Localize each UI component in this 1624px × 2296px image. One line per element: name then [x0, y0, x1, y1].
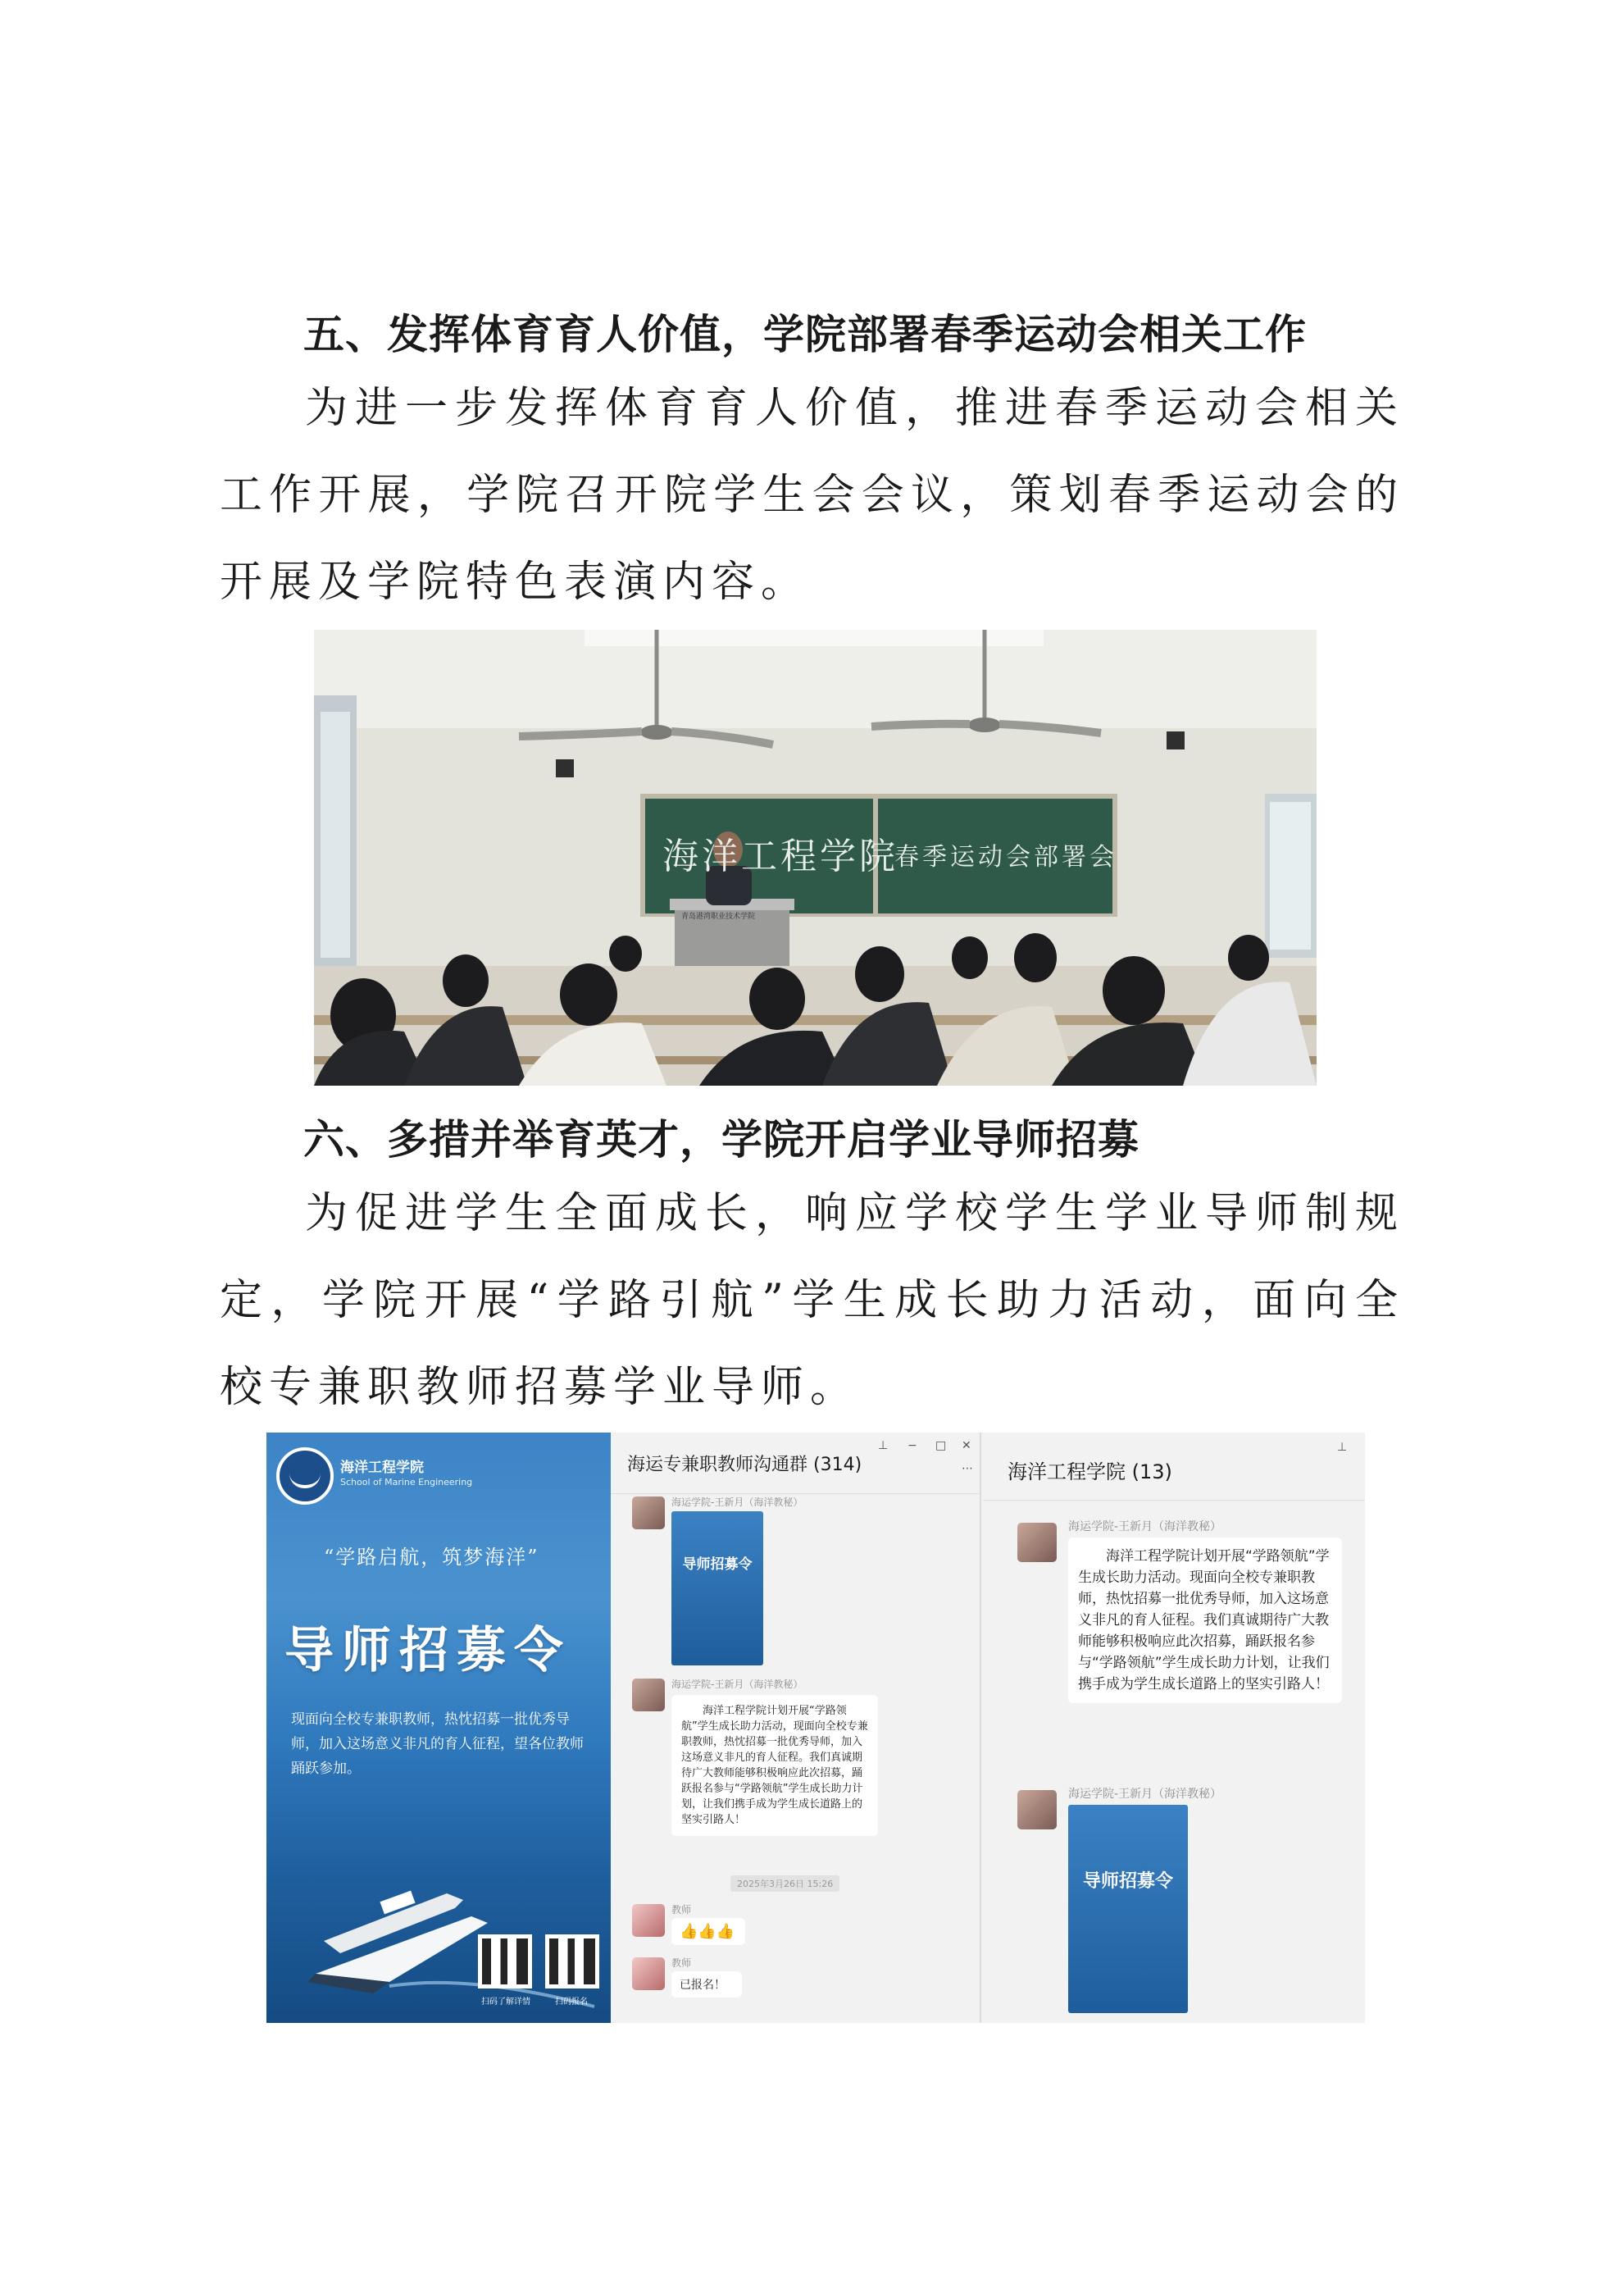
- more-icon[interactable]: ⋯: [962, 1462, 973, 1475]
- qr-details-label: 扫码了解详情: [481, 1998, 530, 2007]
- close-icon[interactable]: ✕: [962, 1439, 971, 1452]
- avatar: [1017, 1790, 1057, 1829]
- recruitment-poster: [266, 1433, 611, 2023]
- chat2-sender2: 海运学院-王新月（海洋教秘）: [1068, 1788, 1222, 1801]
- chat-window-teachers-group: [611, 1433, 981, 2023]
- chat-window-college-group: [983, 1433, 1365, 2023]
- poster-title: 导师招募令: [284, 1622, 571, 1679]
- section6-paragraph: 为促进学生全面成长，响应学校学生学业导师制规定，学院开展“学路引航”学生成长助力活动，面向全校专兼职教师招募学业导师。: [220, 1189, 1404, 1412]
- blackboard-right-text: 春季运动会部署会: [894, 843, 1117, 872]
- avatar: [1017, 1523, 1057, 1562]
- chat1-title: 海运专兼职教师沟通群 (314): [627, 1455, 862, 1475]
- chat2-title: 海洋工程学院 (13): [1008, 1460, 1172, 1483]
- qr-code-signup-icon: [545, 1934, 599, 1988]
- chat1-sender4: 教师: [671, 1957, 692, 1969]
- avatar: [632, 1679, 665, 1711]
- section5-paragraph: 为进一步发挥体育育人价值，推进春季运动会相关工作开展，学院召开院学生会会议，策划春季运动会的开展及学院特色表演内容。: [220, 384, 1404, 607]
- chat2-mini-title: 导师招募令: [1082, 1870, 1173, 1892]
- section5-heading: 五、发挥体育育人价值，学院部署春季运动会相关工作: [303, 311, 1307, 358]
- maximize-icon[interactable]: □: [935, 1439, 947, 1452]
- avatar: [632, 1904, 665, 1937]
- blackboard-left-text: 海洋工程学院: [662, 836, 898, 877]
- cruise-ship-icon: [266, 1818, 611, 2023]
- poster-school-name-en: School of Marine Engineering: [340, 1477, 473, 1487]
- chat2-sender1: 海运学院-王新月（海洋教秘）: [1068, 1520, 1222, 1533]
- section6-heading: 六、多措并举育英才，学院开启学业导师招募: [303, 1116, 1140, 1164]
- poster-slogan: “学路启航，筑梦海洋”: [324, 1546, 539, 1569]
- chat2-message-bubble: 海洋工程学院计划开展“学路领航”学生成长助力活动。现面向全校专兼职教师，热忱招募一批优秀导师，加入这场意义非凡的育人征程。我们真诚期待广大教师能够积极响应此次招募，踊跃报名参与“学路领航”学生成长助力计划，让我们携手成为学生成长道路上的坚实引路人！: [1068, 1538, 1342, 1703]
- chat1-sender3: 教师: [671, 1904, 692, 1916]
- chat1-reply-bubble: 已报名！: [671, 1971, 742, 1998]
- chat1-message-bubble: 海洋工程学院计划开展“学路领航”学生成长助力活动，现面向全校专兼职教师，热忱招募一批优秀导师，加入这场意义非凡的育人征程。我们真诚期待广大教师能够积极响应此次招募，踊跃报名参与“学路领航”学生成长助力计划，让我们携手成为学生成长道路上的坚实引路人！: [671, 1695, 878, 1836]
- qr-code-details-icon: [478, 1934, 532, 1988]
- recruitment-collage: [266, 1433, 1365, 2023]
- school-logo-icon: [276, 1447, 334, 1505]
- avatar: [632, 1496, 665, 1529]
- chat1-mini-title: 导师招募令: [682, 1556, 753, 1573]
- minimize-icon[interactable]: −: [908, 1439, 917, 1452]
- podium-label: 青岛港湾职业技术学院: [681, 913, 756, 921]
- poster-school-name: 海洋工程学院: [340, 1460, 424, 1476]
- pin-icon[interactable]: ⊥: [878, 1439, 889, 1452]
- classroom-photo: [314, 630, 1317, 1086]
- chat1-sender1: 海运学院-王新月（海洋教秘）: [671, 1496, 803, 1508]
- pin-icon[interactable]: ⊥: [1337, 1441, 1348, 1454]
- chat1-timestamp: 2025年3月26日 15:26: [730, 1875, 839, 1892]
- chat1-sender2: 海运学院-王新月（海洋教秘）: [671, 1679, 803, 1690]
- chat1-poster-thumbnail[interactable]: [671, 1511, 763, 1665]
- chat1-reaction-bubble: 👍👍👍: [671, 1918, 745, 1945]
- chat2-poster-thumbnail[interactable]: [1068, 1805, 1188, 2013]
- avatar: [632, 1957, 665, 1990]
- poster-body: 现面向全校专兼职教师，热忱招募一批优秀导师，加入这场意义非凡的育人征程，望各位教师踊跃参加。: [291, 1711, 584, 1777]
- qr-signup-label: 扫码报名: [555, 1998, 588, 2007]
